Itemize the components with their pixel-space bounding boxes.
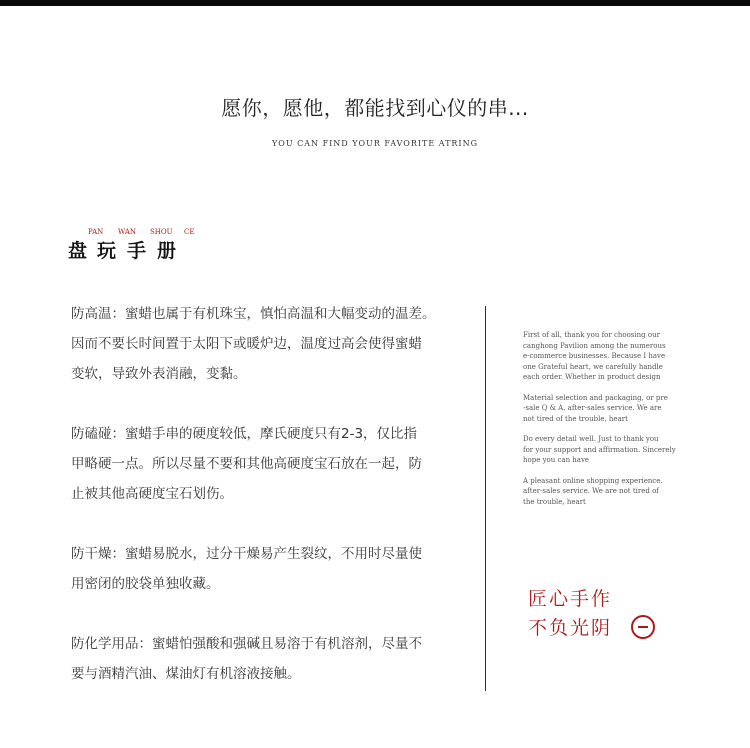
english-paragraph [523,434,693,466]
english-paragraph [523,476,693,508]
craft-slogan-line2: 不负光阴 [528,617,613,639]
section-title [68,228,268,262]
care-item-heat [71,299,471,389]
care-line: 变软，导致外表消融，变黏。 [71,366,247,382]
craft-slogan-line1: 匠心手作 [528,588,613,610]
care-item-dryness [71,539,471,599]
pinyin-label: SHOU [150,228,173,236]
care-line: 防磕碰：蜜蜡手串的硬度较低，摩氏硬度只有2-3，仅比指 [71,426,418,442]
english-line: for your support and affirmation. Sincerely [523,445,676,454]
pinyin-label: CE [184,228,195,236]
english-line: not tired of the trouble, heart [523,414,628,423]
english-line: -sale Q & A, after-sales service. We are [523,404,662,412]
title-char: 盘 [68,240,88,262]
care-item-chemicals [71,629,471,689]
minus-circle-icon [631,615,655,639]
care-line: 要与酒精汽油、煤油灯有机溶液接触。 [71,666,301,682]
english-line: A pleasant online shopping experience. [523,476,663,485]
care-line: 因而不要长时间置于太阳下或暖炉边，温度过高会使得蜜蜡 [71,336,422,352]
craft-slogan [528,585,678,643]
headline: 愿你，愿他，都能找到心仪的串... [221,96,529,120]
english-line: Material selection and packaging, or pre [523,393,668,402]
vertical-divider [485,306,486,691]
care-line: 甲略硬一点。所以尽量不要和其他高硬度宝石放在一起，防 [71,456,422,472]
subheadline: YOU CAN FIND YOUR FAVORITE ATRING [272,139,478,148]
care-item-impact [71,419,471,509]
title-char: 手 [127,240,147,262]
care-line: 止被其他高硬度宝石划伤。 [71,486,233,502]
english-line: after-sales service. We are not tired of [523,487,659,495]
english-line: canghong Pavilion among the numerous [523,341,666,350]
care-line: 防化学用品：蜜蜡怕强酸和强碱且易溶于有机溶剂，尽量不 [71,636,422,652]
english-paragraph [523,330,693,383]
english-line: one Grateful heart, we carefully handle [523,362,663,371]
care-line: 用密闭的胶袋单独收藏。 [71,576,220,592]
title-char: 册 [157,240,177,262]
english-description [523,330,693,517]
english-line: e-commerce businesses. Because I have [523,352,666,360]
english-line: each order. Whether in product design [523,373,661,381]
english-line: Do every detail well. Just to thank you [523,435,659,443]
pinyin-label: WAN [118,228,137,236]
title-char: 玩 [97,240,117,262]
english-line: First of all, thank you for choosing our [523,331,660,339]
pinyin-label: PAN [88,228,104,236]
care-line: 防干燥：蜜蜡易脱水，过分干燥易产生裂纹，不用时尽量使 [71,546,422,562]
care-line: 防高温：蜜蜡也属于有机珠宝，慎怕高温和大幅变动的温差。 [71,306,436,322]
english-line: hope you can have [523,456,590,464]
top-bar [0,0,750,6]
english-paragraph [523,393,693,425]
english-line: the trouble, heart [523,497,586,506]
